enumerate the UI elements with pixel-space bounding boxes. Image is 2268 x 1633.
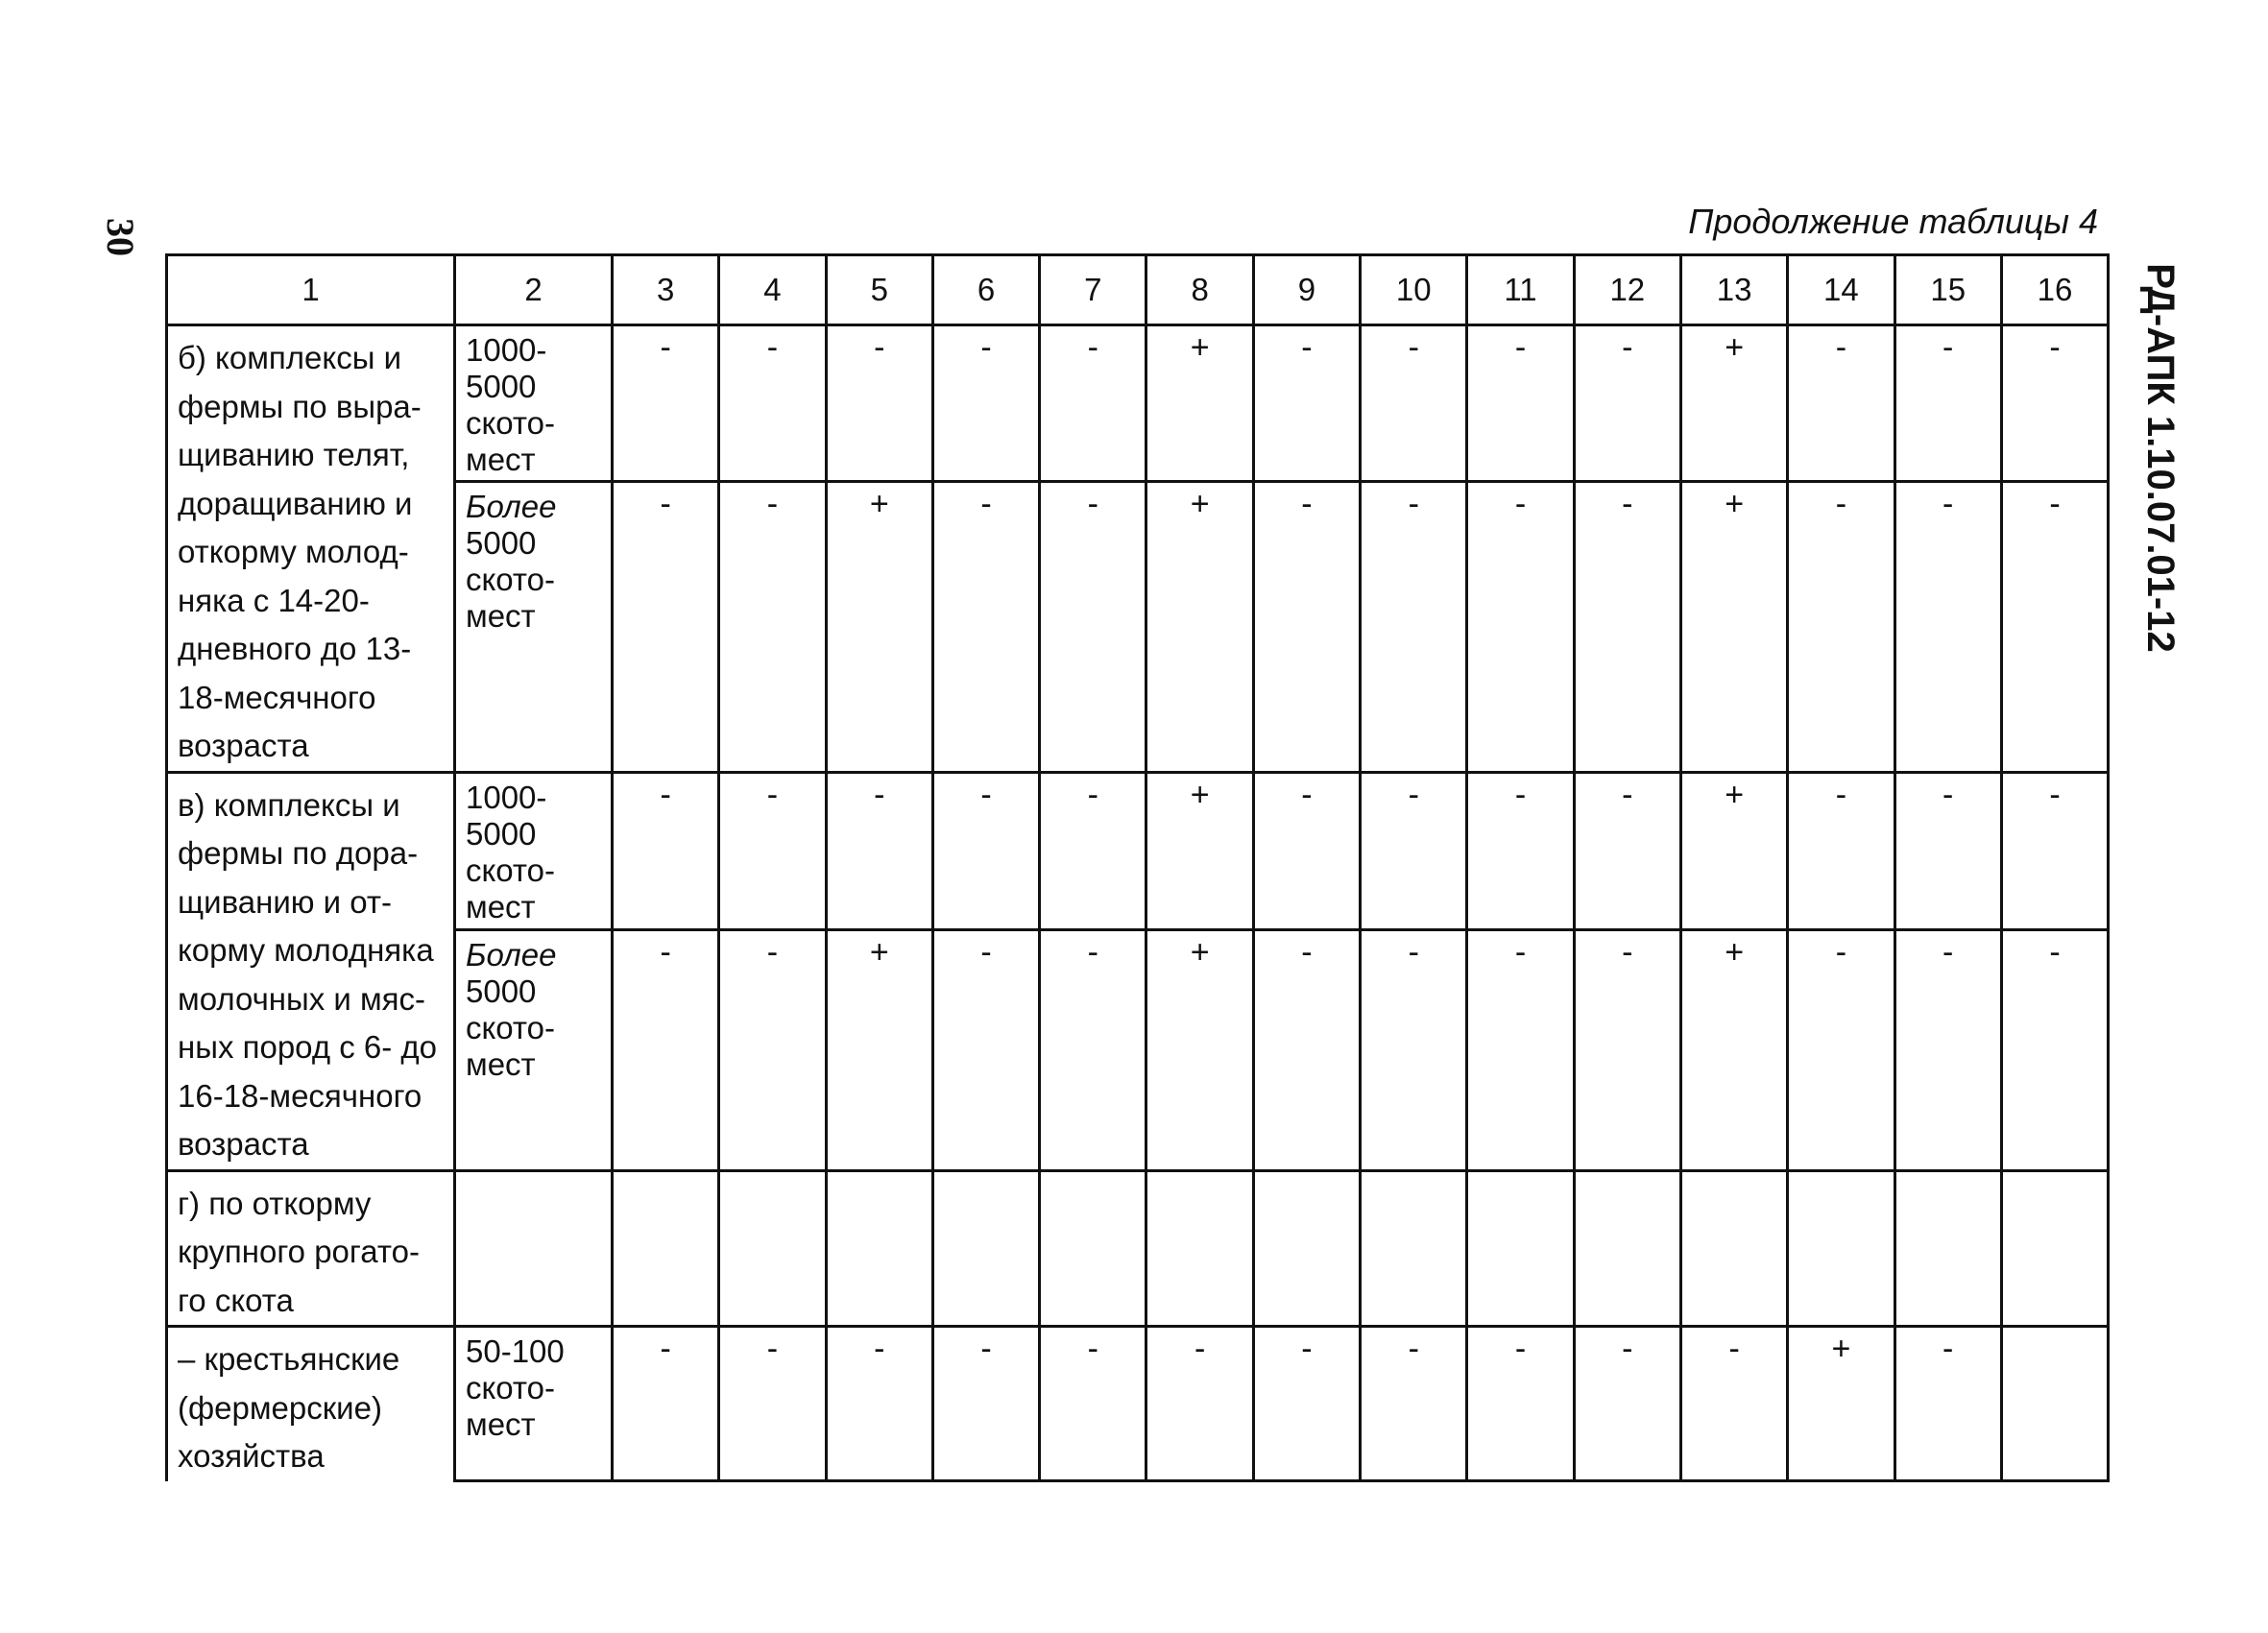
mark-cell: - [613, 929, 719, 1170]
header-row [167, 255, 2109, 325]
column-header: 10 [1361, 255, 1467, 325]
mark-cell: - [719, 325, 826, 482]
capacity-cell: 1000- 5000 ското- мест [455, 772, 613, 929]
mark-cell [2001, 1170, 2108, 1327]
row-description: – крестьянские (фермерские) хозяйства [167, 1327, 455, 1481]
capacity-cell: 50-100 ското- мест [455, 1327, 613, 1481]
column-header: 16 [2001, 255, 2108, 325]
column-header: 14 [1788, 255, 1894, 325]
mark-cell: + [1146, 929, 1253, 1170]
table-continuation-caption: Продолжение таблицы 4 [1688, 202, 2098, 241]
mark-cell: - [613, 482, 719, 772]
table-row [167, 772, 2109, 929]
document-code: РД-АПК 1.10.07.01-12 [2139, 263, 2182, 653]
mark-cell: - [2001, 325, 2108, 482]
column-header: 9 [1253, 255, 1360, 325]
row-description: б) комплексы и фермы по выра- щиванию телят, доращиванию и откорму молод- няка с 14-20- дневного до 13- 18-месячного возраста [167, 325, 455, 773]
mark-cell [1894, 1170, 2001, 1327]
mark-cell: - [1361, 772, 1467, 929]
mark-cell: - [1040, 482, 1146, 772]
mark-cell: - [932, 772, 1039, 929]
mark-cell: - [2001, 482, 2108, 772]
mark-cell: - [1361, 482, 1467, 772]
mark-cell [1253, 1170, 1360, 1327]
mark-cell [2001, 1327, 2108, 1481]
mark-cell: - [1361, 929, 1467, 1170]
column-header: 6 [932, 255, 1039, 325]
mark-cell: - [932, 1327, 1039, 1481]
mark-cell: - [932, 929, 1039, 1170]
mark-cell [1680, 1170, 1787, 1327]
mark-cell: - [719, 929, 826, 1170]
mark-cell: - [1894, 482, 2001, 772]
mark-cell [719, 1170, 826, 1327]
column-header: 2 [455, 255, 613, 325]
capacity-cell: 1000- 5000 ското- мест [455, 325, 613, 482]
column-header: 13 [1680, 255, 1787, 325]
mark-cell: - [1788, 482, 1894, 772]
capacity-cell: Более 5000 ското- мест [455, 929, 613, 1170]
mark-cell: - [1361, 1327, 1467, 1481]
column-header: 7 [1040, 255, 1146, 325]
capacity-cell: Более 5000 ското- мест [455, 482, 613, 772]
mark-cell: - [826, 1327, 932, 1481]
mark-cell: + [1788, 1327, 1894, 1481]
mark-cell: - [1467, 929, 1574, 1170]
table-row [167, 482, 2109, 772]
row-description: в) комплексы и фермы по дора- щиванию и от- корму молодняка молочных и мяс- ных пород с 6- до 16-18-месячного возраста [167, 772, 455, 1170]
mark-cell: - [719, 772, 826, 929]
mark-cell: - [1574, 482, 1680, 772]
column-header: 5 [826, 255, 932, 325]
mark-cell [1788, 1170, 1894, 1327]
mark-cell: - [719, 482, 826, 772]
mark-cell: - [1467, 1327, 1574, 1481]
mark-cell [613, 1170, 719, 1327]
mark-cell: - [1788, 929, 1894, 1170]
mark-cell: + [826, 929, 932, 1170]
mark-cell: - [1146, 1327, 1253, 1481]
mark-cell: - [826, 772, 932, 929]
requirements-table [165, 253, 2110, 1482]
mark-cell: - [1894, 325, 2001, 482]
mark-cell: - [2001, 929, 2108, 1170]
mark-cell: + [1680, 929, 1787, 1170]
mark-cell: - [1467, 482, 1574, 772]
mark-cell: - [826, 325, 932, 482]
mark-cell: - [932, 325, 1039, 482]
mark-cell: - [1253, 325, 1360, 482]
mark-cell: - [1574, 929, 1680, 1170]
mark-cell [1467, 1170, 1574, 1327]
capacity-cell [455, 1170, 613, 1327]
mark-cell: - [1040, 325, 1146, 482]
column-header: 4 [719, 255, 826, 325]
mark-cell: - [1788, 325, 1894, 482]
column-header: 12 [1574, 255, 1680, 325]
mark-cell: - [1253, 929, 1360, 1170]
mark-cell: - [1040, 772, 1146, 929]
column-header: 8 [1146, 255, 1253, 325]
mark-cell [1361, 1170, 1467, 1327]
mark-cell: - [719, 1327, 826, 1481]
column-header: 3 [613, 255, 719, 325]
mark-cell: - [1574, 772, 1680, 929]
table-row [167, 1327, 2109, 1481]
mark-cell [1146, 1170, 1253, 1327]
mark-cell: - [613, 772, 719, 929]
mark-cell: - [1894, 1327, 2001, 1481]
mark-cell: - [1574, 1327, 1680, 1481]
mark-cell: - [932, 482, 1039, 772]
mark-cell: + [1146, 772, 1253, 929]
table-row [167, 325, 2109, 482]
mark-cell: + [826, 482, 932, 772]
mark-cell: - [613, 325, 719, 482]
mark-cell [826, 1170, 932, 1327]
mark-cell: + [1680, 325, 1787, 482]
mark-cell: - [1253, 482, 1360, 772]
mark-cell: - [1361, 325, 1467, 482]
mark-cell: - [1467, 772, 1574, 929]
mark-cell: - [1467, 325, 1574, 482]
mark-cell: - [1574, 325, 1680, 482]
mark-cell: - [1894, 929, 2001, 1170]
page-number: 30 [99, 218, 142, 256]
mark-cell: + [1680, 482, 1787, 772]
mark-cell: - [1680, 1327, 1787, 1481]
mark-cell: - [1040, 1327, 1146, 1481]
column-header: 1 [167, 255, 455, 325]
table-body [167, 255, 2109, 1481]
mark-cell: + [1146, 325, 1253, 482]
mark-cell: - [1788, 772, 1894, 929]
column-header: 15 [1894, 255, 2001, 325]
mark-cell: - [1253, 772, 1360, 929]
column-header: 11 [1467, 255, 1574, 325]
mark-cell: - [613, 1327, 719, 1481]
row-description: г) по откорму крупного рогато- го скота [167, 1170, 455, 1327]
mark-cell: + [1146, 482, 1253, 772]
mark-cell: - [1253, 1327, 1360, 1481]
mark-cell [1574, 1170, 1680, 1327]
mark-cell: + [1680, 772, 1787, 929]
mark-cell [932, 1170, 1039, 1327]
mark-cell: - [2001, 772, 2108, 929]
mark-cell: - [1894, 772, 2001, 929]
mark-cell [1040, 1170, 1146, 1327]
table-row [167, 1170, 2109, 1327]
table-row [167, 929, 2109, 1170]
mark-cell: - [1040, 929, 1146, 1170]
